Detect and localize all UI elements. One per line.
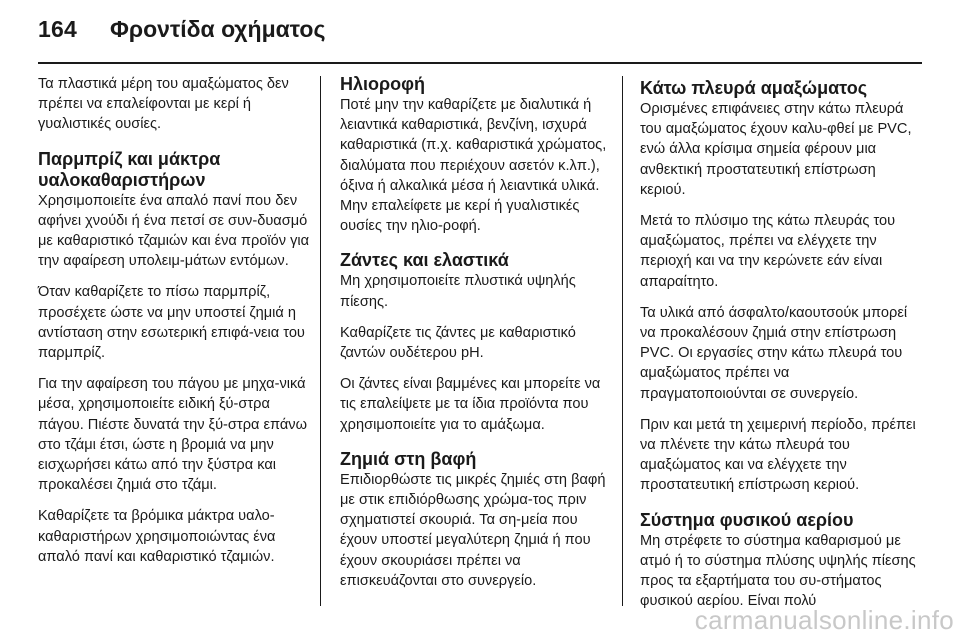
section-heading-natural-gas-system: Σύστημα φυσικού αερίου [640,509,854,530]
paragraph: Χρησιμοποιείτε ένα απαλό πανί που δεν αφήνει χνούδι ή ένα πετσί σε συν-δυασμό με καθαριστικό τζαμιών και ένα προϊόν για την αφαίρεση υπολειμ-μάτων εντόμων. [38,192,310,270]
paragraph: Μετά το πλύσιμο της κάτω πλευράς του αμαξώματος, πρέπει να ελέγχετε την περιοχή και να την κερώνετε εάν είναι απαραίτητο. [640,213,896,290]
paragraph: Πριν και μετά τη χειμερινή περίοδο, πρέπει να πλένετε την κάτω πλευρά του αμαξώματος και να ελέγχετε την προστατευτική επίστρωση κεριού. [640,416,916,494]
paragraph: Τα υλικά από άσφαλτο/καουτσούκ μπορεί να προκαλέσουν ζημιά στην επίστρωση PVC. Οι εργασίες στην κάτω πλευρά του αμαξώματος πρέπει να πραγματοποιούνται σε συνεργείο. [640,304,908,402]
section-heading-windscreen: Παρμπρίζ και μάκτρα υαλοκαθαριστήρων [38,148,221,190]
section-heading-wheels: Ζάντες και ελαστικά [340,250,509,271]
paragraph: Ορισμένες επιφάνειες στην κάτω πλευρά του αμαξώματος έχουν καλυ-φθεί με PVC, ενώ άλλα κρίσιμα σημεία φέρουν μια ανθεκτική προστατευτική επίστρωση κεριού. [640,101,912,198]
section-heading-sunroof: Ηλιοροφή [340,74,426,94]
section-heading-paint-damage: Ζημιά στη βαφή [340,448,477,469]
header-rule [38,62,922,64]
paragraph: Ποτέ μην την καθαρίζετε με διαλυτικά ή λειαντικά καθαριστικά, βενζίνη, ισχυρά καθαριστικά (π.χ. καθαριστικά χρώματος, διαλύματα που περιέχουν ασετόν κ.λπ.), όξινα ή αλκαλικά μέσα ή λειαντικά υλικά. Μην επαλείφετε με κερί ή γυαλιστικές ουσίες την ηλιο-ροφή. [340,97,607,235]
paragraph: Όταν καθαρίζετε το πίσω παρμπρίζ, προσέχετε ώστε να μην υποστεί ζημιά η αντίσταση στην εσωτερική επιφά-νεια του παρμπρίζ. [38,284,305,362]
section-heading-underbody: Κάτω πλευρά αμαξώματος [640,78,868,98]
paragraph: Για την αφαίρεση του πάγου με μηχα-νικά μέσα, χρησιμοποιείτε ειδική ξύ-στρα πάγου. Πιέστε δυνατά την ξύ-στρα επάνω στο τζάμι έτσι, ώστε η βρομιά να μην εισχωρήσει κάτω από την ξύστρα και προκαλέσει ζημιά στο τζάμι. [38,376,307,494]
page-number: 164 [38,16,77,42]
column-1 [38,74,314,578]
paragraph: Καθαρίζετε τις ζάντες με καθαριστικό ζαντών ουδέτερου pH. [340,324,576,362]
paragraph: Μη στρέφετε το σύστημα καθαρισμού με ατμό ή το σύστημα πλύσης υψηλής πίεσης προς τα εξαρτήματα του συ-στήματος φυσικού αερίου. Είναι πολύ [640,532,916,610]
paragraph: Οι ζάντες είναι βαμμένες και μπορείτε να τις επαλείψετε με τα ίδια προϊόντα που χρησιμοποιείτε για το αμάξωμα. [340,376,601,433]
paragraph: Μη χρησιμοποιείτε πλυστικά υψηλής πίεσης. [340,273,576,310]
column-divider [622,76,623,606]
page-title: Φροντίδα οχήματος [110,16,326,42]
intro-paragraph: Τα πλαστικά μέρη του αμαξώματος δεν πρέπει να επαλείφονται με κερί ή γυαλιστικές ουσίες. [38,76,289,133]
column-2 [340,74,616,602]
column-3 [640,78,916,622]
paragraph: Επιδιορθώστε τις μικρές ζημιές στη βαφή με στικ επιδιόρθωσης χρώμα-τος πριν σχηματιστεί σκουριά. Τα ση-μεία που έχουν υποστεί μεγαλύτερη ζημιά ή που έχουν σκουριάσει πρέπει να επισκευάζονται στο συνεργείο. [340,471,606,589]
column-divider [320,76,321,606]
paragraph: Καθαρίζετε τα βρόμικα μάκτρα υαλο-καθαριστήρων χρησιμοποιώντας ένα απαλό πανί και καθαριστικό τζαμιών. [38,508,276,565]
watermark: carmanualsonline.info [694,605,954,635]
